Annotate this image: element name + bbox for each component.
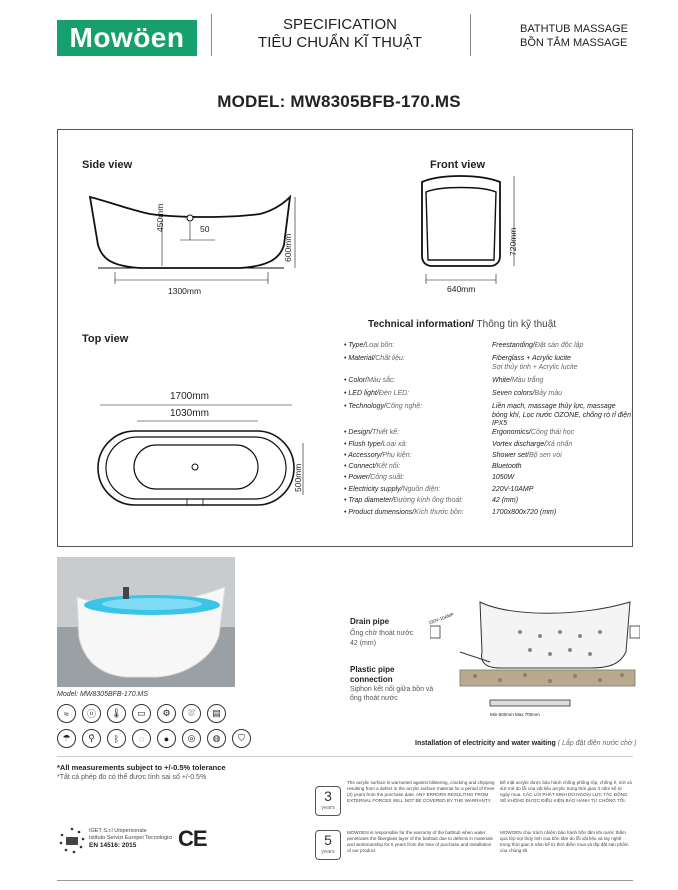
warranty-unit: years [321,849,335,855]
tech-label-en: Accessory/ [348,452,383,459]
tech-label-en: Flush type/ [348,441,383,448]
tech-row-value [492,390,632,399]
tech-row-value [492,452,632,461]
tech-row-label: • Electricity supply/Nguồn điện: [344,486,441,493]
product-photo [57,557,235,687]
tech-value-vi: Màu trắng [511,377,544,384]
tech-value-vi: Đặt sàn độc lập [534,342,584,349]
tech-value-vi: Xả nhấn [546,441,573,448]
warranty-num: 3 [324,788,332,804]
divider [57,756,633,757]
tech-row-label: • Trap diameter/Đường kính ống thoát: [344,497,464,504]
tech-label-vi: Loại xả: [382,441,408,448]
tech-label-en: Material/ [348,355,376,362]
tech-value: 1050W [492,474,515,481]
tech-label-en: Power/ [348,474,371,481]
display-icon: ▭ [132,704,151,723]
bathtub-photo-image [57,557,235,687]
tech-value: Vortex discharge/ [492,441,547,448]
tolerance-note-en: *All measurements subject to +/-0.5% tolerance [57,763,226,772]
faucet-icon: ⚲ [82,729,101,748]
tech-label-vi: Chất liệu: [375,355,405,362]
dim-label: 1700mm [170,391,209,402]
tech-label-en: Type/ [348,342,366,349]
category [520,22,628,50]
tech-label-en: Design/ [348,429,373,436]
tech-value: 220V-10AMP [492,486,534,493]
ce-mark: CE [178,826,207,851]
dim-label: 1300mm [168,286,202,296]
dim-label: 450mm [155,203,165,232]
thermometer-icon: 🌡 [107,704,126,723]
tech-value-vi: Bộ sen vòi [528,452,562,459]
tech-label-vi: Nguồn điện: [402,486,441,493]
tech-row-label: • Type/Loại bồn: [344,342,395,349]
tech-row-value [492,429,632,438]
warranty-5-text-en: MOWOEN is responsible for the warranty of the bathtub when water penetrates the fiberglass layer of the bathtub due to defects in materials and workmanship for 5 years from the time of purchase and installation of our product. [347,830,493,853]
category-vi: BỒN TẮM MASSAGE [520,37,628,49]
air-bubble-icon: ◌ [132,729,151,748]
tech-row-label: • Flush type/Loại xả: [344,441,408,448]
drain-pipe-desc: Ống chờ thoát nước [350,630,414,637]
tech-value: Liền mạch, massage thủy lực, massage bóng khí, Lọc nước OZONE, chống rò rỉ điện IPX5 [492,403,632,427]
tech-value: 42 (mm) [492,497,519,504]
dim-label: 50 [200,224,210,234]
warranty-3-text-en: The acrylic surface is warranted against blistering, cracking and chipping resulting from a defect in the acrylic surface material for a period of three (3) years from the purchase date. ANY ERRORS RESULTING FROM EXTERNAL FORCES WILL NOT BE COVERED BY THE WARRANTY. [347,780,495,803]
front-view-title: Front view [430,159,486,171]
page-title [220,16,460,52]
warranty-num: 5 [324,832,332,848]
tech-label-vi: Phụ kiện: [382,452,412,459]
dim-label: 720mm [508,227,518,256]
side-view-drawing [80,180,310,300]
hydro-massage-icon: ≈ [57,704,76,723]
tech-value: 1700x800x720 (mm) [492,509,557,516]
tech-row-value [492,355,632,372]
tech-value-vi: Bảy màu [534,390,563,397]
cert-line-3: EN 14516: 2015 [89,842,137,849]
tech-label-en: Connect/ [348,463,377,470]
feature-icons-row-1 [57,704,226,723]
warranty-5-years-badge [315,830,341,860]
tech-value: Bluetooth [492,463,522,470]
tech-row-label: • Technology/Công nghệ: [344,403,423,410]
tech-value: Shower set/ [492,452,529,459]
tech-row-value [492,342,632,351]
tech-row-label: • Accessory/Phụ kiện: [344,452,412,459]
divider [57,880,633,881]
tolerance-note-vi: *Tất cả phép đo có thể được tính sai số +/-0.5% [57,774,207,781]
tech-label-vi: Công nghệ: [385,403,423,410]
tech-value: Seven colors/ [492,390,535,397]
ozone-icon: ⓞ [82,704,101,723]
tech-row-label: • Design/Thiết kế: [344,429,399,436]
drain-icon: ▤ [207,704,226,723]
tech-label-vi: Kết nối: [376,463,401,470]
bath-icon: ⛆ [182,704,201,723]
spec-title-vi: TIÊU CHUẨN KĨ THUẬT [258,34,422,51]
category-en: BATHTUB MASSAGE [520,23,628,35]
shield-icon: ⛉ [232,729,251,748]
tech-row-value [492,497,632,506]
tech-label-vi: Công suất: [370,474,405,481]
cert-line-2: Istituto Servizi Europei Tecnologici [89,835,173,841]
shower-icon: ☂ [57,729,76,748]
tech-title [368,319,556,330]
tech-label-vi: Màu sắc: [367,377,396,384]
tech-value-vi: Công thái học [530,429,575,436]
feature-icons-row-2 [57,729,251,748]
brand-logo: Mowöen [57,20,197,56]
drain-pipe-size: 42 (mm) [350,640,377,647]
tech-label-vi: Kích thước bồn: [414,509,464,516]
tech-row-label: • Connect/Kết nối: [344,463,401,470]
certification-text [89,828,172,849]
certification-seal-icon [57,826,87,856]
tech-row-value [492,377,632,386]
tech-label-en: Electricity supply/ [348,486,403,493]
installation-caption-en: Installation of electricity and water waiting [415,740,556,747]
dim-label: 500mm [293,463,303,492]
tech-label-vi: Đèn LED: [378,390,410,397]
tech-row-value [492,486,632,495]
spec-title-en: SPECIFICATION [283,16,397,33]
divider [470,14,471,56]
dim-label: 1030mm [170,408,209,419]
warranty-3-years-badge [315,786,341,816]
drain-pipe-title: Drain pipe [350,617,390,626]
tech-title-en: Technical information/ [368,319,474,330]
install-label-power: 220V-10AMP [427,611,455,626]
tech-title-vi: Thông tin kỹ thuật [473,319,557,330]
warranty-unit: years [321,805,335,811]
tech-label-vi: Thiết kế: [372,429,399,436]
tech-row-value [492,441,632,450]
plastic-pipe-desc: Siphon kết nối giữa bồn và ống thoát nước [350,686,434,702]
tech-row-value [492,509,632,518]
dim-label: 600mm [283,233,293,262]
led-icon: ◎ [182,729,201,748]
installation-diagram [427,592,640,722]
installation-caption [415,740,636,747]
photo-caption: Model: MW8305BFB-170.MS [57,691,149,698]
tech-value-vi: Sợi thủy tinh + Acrylic lucite [492,363,578,371]
plastic-pipe-title: Plastic pipe connection [350,665,395,684]
tech-value: White/ [492,377,512,384]
tech-label-en: Trap diameter/ [348,497,394,504]
warranty-5-text-vi: MOWOEN chịu trách nhiệm bảo hành bồn tắm khi nước thấm qua lớp sợi thủy tinh của bồn tắm do lỗi vật liệu và tay nghề trong thời gian 5 năm kể từ thời điểm mua và lắp đặt sản phẩm của chúng tôi. [500,830,629,853]
tech-row-label: • Color/Màu sắc: [344,377,396,384]
cert-line-1: IGET S.r.l Unipersonale [89,828,147,834]
divider [211,14,212,56]
side-view-title: Side view [82,159,133,171]
tech-row-label: • LED light/Đèn LED: [344,390,410,397]
dim-label: 640mm [447,284,476,294]
model-title: MODEL: MW8305BFB-170.MS [217,92,461,111]
top-view-title: Top view [82,333,129,345]
tech-label-vi: Đường kính ống thoát: [393,497,464,504]
install-label-range: Min-500mm Max 700mm [490,712,540,717]
tech-row-label: • Product dumensions/Kích thước bồn: [344,509,464,516]
pump-icon: ⚙ [157,704,176,723]
tech-label-en: Technology/ [348,403,386,410]
tech-row-value [492,403,632,429]
warranty-3-text-vi: Bề mặt acrylic được bảo hành chống phồng rộp, chống ẻ, nứt và sứt mẻ do lỗi của vật liệu acrylic trong thời gian 3 năm kể từ ngày mua. CÁC LỖI PHÁT SINH DO NGOẠI LỰC TÁC ĐỘNG SẼ KHÔNG ĐƯỢC ĐIỀU KIỆN BẢO HÀNH TỪ CHỐNG TỐI. [500,780,632,803]
tech-label-vi: Loại bồn: [365,342,395,349]
tech-label-en: LED light/ [348,390,379,397]
circle-icon: ● [157,729,176,748]
tech-row-value [492,463,632,472]
cleaning-icon: ◍ [207,729,226,748]
bluetooth-icon: ᛒ [107,729,126,748]
tech-label-en: Product dumensions/ [348,509,415,516]
tech-row-value [492,474,632,483]
tech-label-en: Color/ [348,377,368,384]
installation-caption-vi: ( Lắp đặt điện nước chờ ) [557,740,637,747]
tech-row-label: • Material/Chất liệu: [344,355,405,362]
tech-value: Freestanding/ [492,342,535,349]
tech-value: Fiberglass + Acrylic lucite [492,355,571,362]
tech-row-label: • Power/Công suất: [344,474,405,481]
tech-value: Ergonomics/ [492,429,531,436]
